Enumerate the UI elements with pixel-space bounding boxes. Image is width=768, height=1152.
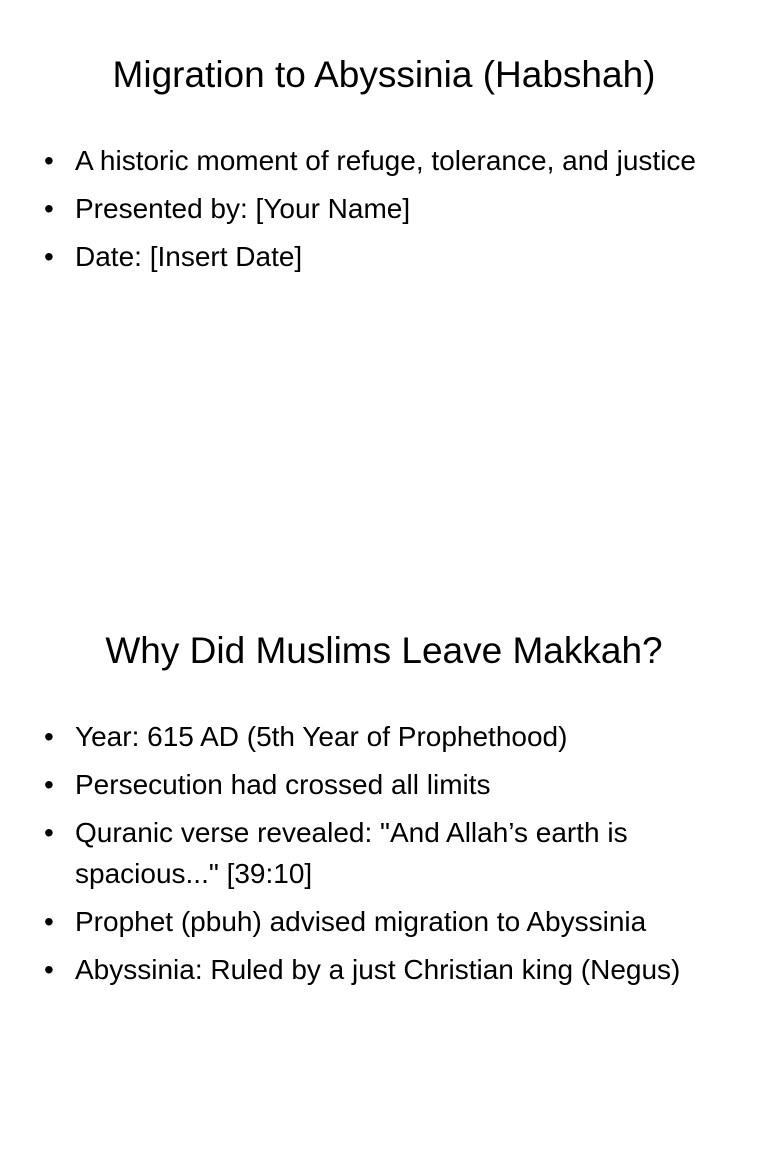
- bullet-text: Persecution had crossed all limits: [75, 769, 491, 800]
- bullet-icon: •: [44, 193, 54, 224]
- bullet-icon: •: [44, 817, 54, 848]
- bullet-list: [38, 716, 730, 997]
- bullet-text: Quranic verse revealed: "And Allah’s earth is spacious..." [39:10]: [75, 817, 628, 889]
- list-item: [38, 949, 730, 990]
- list-item: [38, 812, 730, 894]
- bullet-icon: •: [44, 721, 54, 752]
- bullet-icon: •: [44, 769, 54, 800]
- bullet-icon: •: [44, 241, 54, 272]
- bullet-text: A historic moment of refuge, tolerance, and justice: [75, 145, 696, 176]
- bullet-text: Abyssinia: Ruled by a just Christian king (Negus): [75, 954, 681, 985]
- list-item: [38, 188, 730, 229]
- list-item: [38, 140, 730, 181]
- slide-2: [0, 576, 768, 1152]
- list-item: [38, 236, 730, 277]
- bullet-icon: •: [44, 906, 54, 937]
- list-item: [38, 764, 730, 805]
- bullet-text: Date: [Insert Date]: [75, 241, 303, 272]
- list-item: [38, 901, 730, 942]
- slide-title: Why Did Muslims Leave Makkah?: [105, 630, 663, 671]
- bullet-icon: •: [44, 145, 54, 176]
- bullet-text: Year: 615 AD (5th Year of Prophethood): [75, 721, 568, 752]
- bullet-text: Prophet (pbuh) advised migration to Abyssinia: [75, 906, 647, 937]
- bullet-text: Presented by: [Your Name]: [75, 193, 411, 224]
- slide-title: Migration to Abyssinia (Habshah): [112, 54, 656, 95]
- bullet-list: [38, 140, 730, 284]
- list-item: [38, 716, 730, 757]
- bullet-icon: •: [44, 954, 54, 985]
